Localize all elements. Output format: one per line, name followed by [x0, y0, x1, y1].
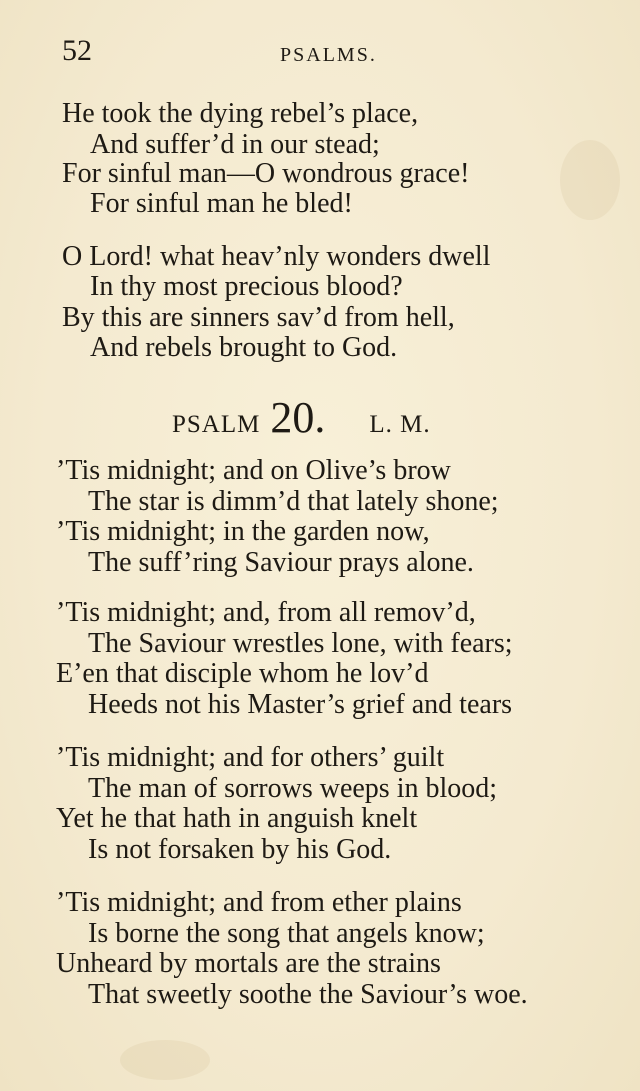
paper-stain: [560, 140, 620, 220]
verse-line: For sinful man—O wondrous grace!: [62, 158, 470, 189]
verse-line: In thy most precious blood?: [90, 271, 403, 302]
verse-line: ’Tis midnight; and, from all remov’d,: [56, 597, 476, 628]
verse-line: ’Tis midnight; and on Olive’s brow: [56, 455, 451, 486]
verse-line: ’Tis midnight; and for others’ guilt: [56, 742, 445, 773]
verse-line: For sinful man he bled!: [90, 188, 353, 219]
verse-line: ’Tis midnight; in the garden now,: [56, 516, 430, 547]
verse-line: O Lord! what heav’nly wonders dwell: [62, 241, 491, 272]
verse-line: Heeds not his Master’s grief and tears: [88, 689, 513, 720]
psalm-heading: [172, 392, 431, 443]
verse-line: And suffer’d in our stead;: [90, 129, 380, 160]
verse-line: And rebels brought to God.: [90, 332, 398, 363]
verse-line: The man of sorrows weeps in blood;: [88, 773, 498, 804]
verse-line: E’en that disciple whom he lov’d: [56, 658, 429, 689]
verse-line: By this are sinners sav’d from hell,: [62, 302, 455, 333]
paper-stain: [120, 1040, 210, 1080]
psalm-meter: L. M.: [369, 411, 431, 438]
verse-line: Yet he that hath in anguish knelt: [56, 803, 418, 834]
verse-line: Is not forsaken by his God.: [88, 834, 392, 865]
verse-line: The star is dimm’d that lately shone;: [88, 486, 499, 517]
verse-line: He took the dying rebel’s place,: [62, 98, 419, 129]
psalm-word: PSALM: [172, 411, 261, 438]
verse-line: The suff’ring Saviour prays alone.: [88, 547, 474, 578]
psalm-number: 20.: [270, 393, 326, 442]
verse-line: Is borne the song that angels know;: [88, 918, 485, 949]
running-title: PSALMS.: [280, 44, 377, 66]
verse-line: Unheard by mortals are the strains: [56, 948, 441, 979]
verse-line: ’Tis midnight; and from ether plains: [56, 887, 462, 918]
page-number: 52: [62, 34, 92, 67]
verse-line: The Saviour wrestles lone, with fears;: [88, 628, 513, 659]
verse-line: That sweetly soothe the Saviour’s woe.: [88, 979, 528, 1010]
